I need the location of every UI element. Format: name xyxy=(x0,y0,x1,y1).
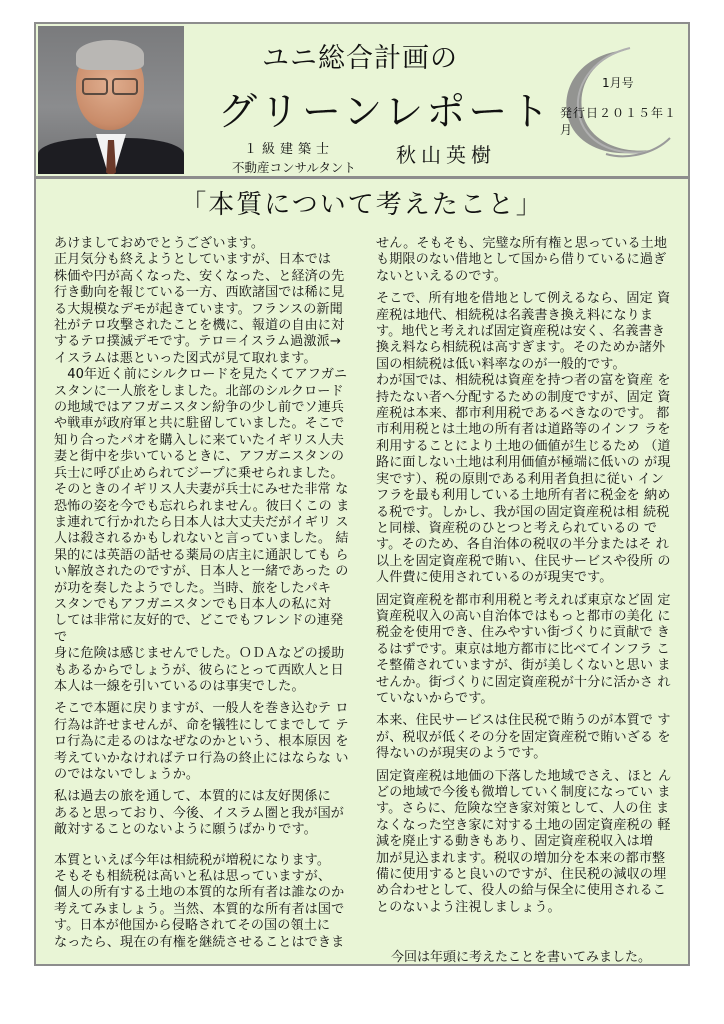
paragraph: 本来、住民サービスは住民税で賄うのが本質で す が、税収が低くその分を固定資産税で賄いざる を 得ないのが現実のようです。 xyxy=(376,713,671,762)
article-title: 「本質について考えたこと」 xyxy=(180,190,544,220)
paragraph: 固定資産税は地価の下落した地域でさえ、ほと ん どの地域で今後も微増していく制度になってい ま す。さらに、危険な空き家対策として、人の住 ま なくなった空き家に対する土地の固定資産税の 軽 減を廃止する動きもあり、固定資産税収入は増 加が見込まれます。税収の増加分を本来の都市整 備に使用すると良いのですが、住民税の減収の埋 め合わせとして、役人の給与保全に使用されるこ とのないよう注視しましょう。 xyxy=(376,768,672,915)
author-role-architect: １級建築士 xyxy=(244,142,335,157)
article-column-left xyxy=(54,236,350,951)
paragraph: あけましておめでとうございます。 正月気分も終えようとしていますが、日本では 株価や円が高くなった、安くなった、と経済の先 行き動向を報じている一方、西欧諸国では稀に見 る大規模なデモが起きています。フランスの新聞 社がテロ攻撃されたことを機に、報道の自由に対 するテロ撲滅デモです。テロ＝イスラム過激派→ イスラムは悪といった図式が見て取れます。 40年近く前にシルクロードを見たくてアフガニ スタンに一人旅をしました。北部のシルクロード の地域ではアフガニスタン紛争の少し前でソ連兵 や戦車が政府軍と共に駐留していました。そこで 知り合ったパオを購入しに来ていたイギリス人夫 妻と街中を歩いているときに、アフガニスタンの 兵士に呼び止められてジープに乗せられました。 そのときのイギリス人夫妻が兵士にみせた非常 な 恐怖の姿を今でも忘れられません。彼曰くこの ま ま連れて行かれたら日本人は大丈夫だがイギリ ス 人は殺されるかもしれないと言っていました。 結 果的には英語の話せる薬局の店主に通訳しても ら い解放されたのですが、日本人と一緒であった の が功を奏したようでした。当時、旅をしたパキ スタンでもアフガニスタンでも日本人の私に対 しては非常に友好的で、どこでもフレンドの連発で 身に危険は感じませんでした。ＯＤＡなどの援助 もあるからでしょうが、彼らにとって西欧人と日 本人は一線を引いているのは事実でした。 xyxy=(54,236,350,694)
newsletter-frame xyxy=(34,22,690,966)
issue-label: 1月号 xyxy=(602,76,634,90)
paragraph: せん。そもそも、完璧な所有権と思っている土地 も期限のない借地として国から借りているに過ぎ ないといえるのです。 xyxy=(376,236,668,284)
article-column-right xyxy=(376,236,672,916)
author-role-consultant: 不動産コンサルタント xyxy=(232,160,356,175)
paragraph: 私は過去の旅を通して、本質的には友好関係に あると思っており、今後、イスラム圏と我が国が 敵対することのないように願うばかりです。 xyxy=(54,789,344,838)
newsletter-title: グリーンレポート xyxy=(218,90,553,135)
issue-date: 発行日２０１５年１月 xyxy=(560,106,678,137)
paragraph: そこで、所有地を借地として例えるなら、固定 資 産税は地代、相続税は名義書き換え料になりま す。地代と考えれば固定資産税は安く、名義書き 換え料なら相続税は高すぎます。そのためか諸外 国の相続税は低い料率なのが一般的です。 わが国では、相続税は資産を持つ者の富を資産 を 持たない者へ分配するための制度ですが、固定 資 産税は本来、都市利用税であるべきなのです。 都 市利用税とは土地の所有者は道路等のインフ ラを 利用することにより土地の価値が生じるため （道 路に面しない土地は利用価値が極端に低いの が現 実です）、税の原則である利用者負担に従い イン フラを最も利用している土地所有者に税金を 納め る税です。しかし、我が国の固定資産税は相 続税 と同様、資産税のひとつと考えられているの で す。そのため、各自治体の税収の半分またはそ れ 以上を固定資産税で賄い、住民サービスや役所 の 人件費に使用されているのが現実です。 xyxy=(376,291,671,586)
closing-note: 今回は年頭に考えたことを書いてみました。 xyxy=(391,950,652,965)
paragraph: そこで本題に戻りますが、一般人を巻き込むテ ロ 行為は許せませんが、命を犠牲にしてまでして テ ロ行為に走るのはなぜなのかという、根本原因 を 考えていかなければテロ行為の終止にはならな い のではないでしょうか。 xyxy=(54,701,349,782)
newsletter-header xyxy=(36,24,688,179)
paragraph: 固定資産税を都市利用税と考えれば東京など固 定 資産税収入の高い自治体ではもっと都市の美化 に 税金を使用でき、住みやすい街づくりに貢献で き るはずです。東京は地方都市に比べてインフラ こ そ整備されていますが、街が美しくないと思い ま せんか。街づくりに固定資産税が十分に活かさ れ ていないからです。 xyxy=(376,592,671,706)
newsletter-subtitle: ユニ総合計画の xyxy=(262,43,458,74)
author-name: 秋山英樹 xyxy=(396,143,496,167)
author-photo xyxy=(38,26,184,174)
paragraph: 本質といえば今年は相続税が増税になります。 そもそも相続税は高いと私は思っていますが、 個人の所有する土地の本質的な所有者は誰なのか 考えてみましょう。当然、本質的な所有者は国で す。日本が他国から侵略されてその国の領土に なったら、現在の有権を継続させることはできま xyxy=(54,852,345,950)
crescent-moon-icon xyxy=(546,42,676,162)
